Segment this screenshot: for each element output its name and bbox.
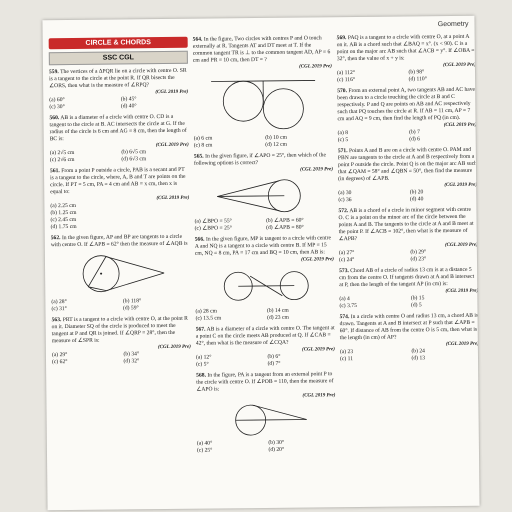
question-source: (CGL 2019 Pre) [299, 64, 332, 70]
question-text: In the figure, PA is a tangent from an external point P to the circle with centre O. If ∠POB = 110, then the measure of ∠APO is: [196, 371, 334, 393]
question-number: 563. [51, 317, 62, 324]
question-number: 564. [192, 36, 203, 43]
textbook-page [42, 16, 479, 510]
question-565 [194, 152, 334, 232]
tangent-pob-figure [216, 401, 316, 438]
question-source: (CGL 2019 Pre) [301, 257, 334, 263]
exam-chip: SSC CGL [49, 51, 188, 65]
question-number: 569. [336, 35, 347, 42]
option-b: (b) 29° [410, 249, 427, 256]
option-a: (a) 29° [51, 352, 68, 359]
options [339, 249, 478, 264]
option-b: (b) 14 cm [266, 307, 289, 314]
question-574 [340, 313, 480, 363]
option-d: (d) 40° [120, 103, 137, 110]
options [194, 134, 333, 149]
options [49, 96, 188, 111]
option-c: (c) 116° [337, 77, 356, 84]
option-a: (a) 2.25 cm [50, 202, 77, 210]
option-c: (c) 30° [49, 104, 65, 111]
question-text: Points A and B are on a circle with centre O. PAM and PBN are tangents to the circle at A and B respectively from a point P outside the circle. Point Q is on the major arc AB such that ∠QAM = 58° and ∠QBN = 50°, then find the measure (in degrees) of ∠APB. [337, 146, 478, 183]
option-b: (b) 15 [410, 295, 425, 302]
options [195, 217, 334, 232]
option-c: (c) 31° [51, 306, 67, 313]
question-text: In a circle with centre O and radius 13 cm, a chord AB is drawn. Tangents at A and B intersect at P such that ∠APB = 60°. If distance of AB from the centre O is 5 cm, then what is the length (in cm) of AP? [339, 312, 479, 342]
options [339, 295, 478, 310]
option-b: (b) 34° [123, 351, 140, 358]
option-d: (d) 59° [122, 305, 139, 312]
question-text: Chord AB of a circle of radius 13 cm is at a distance 5 cm from the centre O. If tangents drawn at A and B intersect at P, then the length of the tangent AP (in cm) is: [339, 266, 475, 289]
question-source: (CGL 2019 Pre) [445, 341, 479, 348]
option-c: (c) 24° [338, 257, 355, 264]
options [195, 307, 334, 322]
question-number: 571. [337, 148, 348, 155]
option-c: (c) 5 [337, 137, 349, 144]
option-a: (a) 2√5 cm [49, 149, 75, 157]
option-c: (c) 36 [338, 197, 352, 204]
question-570 [337, 87, 477, 144]
options [337, 69, 476, 84]
question-number: 566. [194, 236, 205, 243]
option-d: (d) 23 cm [267, 314, 289, 321]
option-c: (c) 13.5 cm [195, 315, 222, 322]
option-c: (c) 25° [196, 447, 213, 454]
running-head: Geometry [437, 20, 469, 29]
option-d: (d) ∠APB = 80° [266, 224, 304, 231]
question-562 [51, 234, 191, 313]
options [197, 439, 336, 454]
options [52, 351, 191, 366]
question-source: (CGL 2019 Pre) [302, 393, 336, 399]
option-c: (c) 62° [51, 359, 68, 366]
question-number: 559. [48, 69, 59, 76]
question-source: (CGL 2019 Pre) [156, 195, 190, 202]
option-b: (b) 20 [409, 189, 424, 196]
option-b: (b) 6° [267, 353, 281, 360]
question-564 [193, 35, 333, 149]
option-a: (a) 28 cm [195, 308, 217, 315]
question-source: (CGL 2019 Pre) [443, 122, 477, 129]
tangent-figure [65, 250, 175, 297]
option-c: (c) 8 cm [193, 142, 213, 149]
question-source: (CGL 2019 Pre) [157, 344, 191, 351]
option-a: (a) 4 [339, 296, 350, 303]
question-571 [338, 147, 478, 204]
question-source: (CGL 2019 Pre) [444, 242, 478, 249]
question-text: AB is a diameter of a circle with centre O. The tangent at a point C on the circle meets AB produced at Q. If ∠CAB = 42°, then what is the measure of ∠CQA? [195, 325, 335, 347]
option-d: (d) 5 [410, 302, 422, 309]
question-569 [337, 34, 477, 84]
option-b: (b) 98° [408, 69, 425, 76]
option-d: (d) 7° [267, 360, 281, 367]
option-c: (c) 2.45 cm [50, 216, 77, 224]
chapter-chip: CIRCLE & CHORDS [49, 37, 188, 49]
option-b: (b) 6√5 cm [121, 149, 147, 156]
option-a: (a) 28° [51, 299, 67, 306]
option-c: (c) ∠BPO = 25° [194, 225, 232, 232]
question-number: 572. [338, 208, 349, 215]
option-b: (b) 1.25 cm [50, 209, 77, 217]
options [50, 202, 189, 231]
question-566 [195, 235, 335, 322]
option-b: (b) 118° [122, 298, 142, 305]
option-d: (d) 110° [408, 76, 427, 83]
option-b: (b) 24 [411, 348, 425, 355]
option-d: (d) 6 [409, 136, 420, 143]
option-b: (b) 7 [409, 129, 420, 136]
options [196, 353, 335, 368]
two-circles-figure [203, 72, 324, 133]
column-2 [193, 35, 336, 458]
question-source: (CGL 2019 Pre) [444, 182, 478, 189]
option-a: (a) 12° [195, 354, 212, 361]
question-number: 568. [196, 372, 207, 379]
two-circle-tangents-figure [210, 265, 320, 306]
option-b: (b) 45° [120, 96, 137, 103]
question-text: In the given figure, MP is tangent to a circle with centre A and NQ is a tangent to a circle with centre B. If MP = 15 cm, NQ = 8 cm, PA = 17 cm and BQ = 10 cm, then AB is: [194, 235, 331, 257]
question-source: (CGL 2019 Pre) [445, 288, 479, 295]
question-number: 567. [195, 326, 206, 333]
question-number: 574. [339, 314, 350, 321]
question-number: 562. [50, 235, 61, 242]
option-a: (a) ∠BPO = 55° [194, 218, 232, 225]
option-b: (b) 30° [268, 439, 285, 446]
option-b: (b) 10 cm [265, 134, 287, 141]
question-number: 561. [49, 168, 60, 175]
question-573 [339, 267, 478, 310]
question-text: In the given figure, AP and BP are tangents to a circle with centre O. If ∠APB = 62° then the measure of ∠AQB is [50, 233, 188, 249]
options [51, 298, 190, 313]
option-d: (d) 1.75 cm [50, 223, 77, 231]
question-text: In the figure, Two circles with centres P and O touch externally at R. Tangents AT and DT meet at T. If the common tangent TR is ⊥ to the common tangent AD, AP = 6 cm and PR = 10 cm, then DT = ? [192, 35, 331, 64]
options [50, 149, 189, 164]
option-d: (d) 40 [409, 196, 424, 203]
question-number: 573. [339, 268, 349, 275]
question-number: 560. [49, 115, 60, 122]
question-572 [338, 207, 478, 264]
option-d: (d) 13 [411, 355, 426, 362]
question-560 [49, 114, 189, 164]
column-1 [49, 37, 191, 370]
question-text: PAQ is a tangent to a circle with centre O, at a point A on it. AB is a chord such that ∠BAQ = x°. (x < 90). C is a point on the major arc AB such that ∠ACB = y°. If ∠OBA = 32°, then the value of x + y is: [336, 33, 475, 63]
question-text: From a point P outside a circle, PAB is a secant and PT is a tangent to the circle, where, A, B and T are points on the circle. If PT = 5 cm, PA = 4 cm and AB = x cm, then x is equal to: [50, 166, 186, 196]
question-561 [50, 167, 190, 231]
question-number: 570. [337, 88, 348, 95]
tangents-angle-figure [209, 175, 319, 216]
options [340, 348, 479, 363]
option-a: (a) 6 cm [193, 135, 213, 142]
question-source: (CGL 2019 Pre) [155, 142, 189, 149]
question-text: AB is a chord of a circle in minor segment with centre O. C is a point on the minor arc of the circle between the points A and B. The tangents to the circle at A and B meet at the point P. If ∠ACB = 102°, then what is the measure of ∠APB? [338, 206, 474, 243]
question-text: PRT is a tangent to a circle with centre O, at the point R on it. Diameter SQ of the circle is produced to meet the tangent at P and QR is joined. If ∠QRP = 28°, then the measure of ∠SPR is: [51, 315, 188, 345]
column-3 [337, 34, 479, 367]
option-a: (a) 8 [337, 130, 349, 137]
option-d: (d) 20° [268, 446, 285, 453]
options [338, 189, 477, 204]
option-a: (a) 40° [196, 440, 213, 447]
question-568 [196, 371, 336, 454]
option-a: (a) 27° [338, 250, 355, 257]
option-a: (a) 23 [339, 349, 354, 356]
question-text: In the given figure, if ∠APO = 25°, then which of the following options is correct? [193, 152, 326, 167]
question-source: (CGL 2019 Pre) [155, 89, 189, 96]
option-d: (d) 6√3 cm [121, 156, 147, 163]
question-text: From an external point A, two tangents AB and AC have been drawn to a circle touching the circle at B and C respectively. P and Q are points on AB and AC respectively such that PQ touches the circle at R. If AB = 11 cm, AP = 7 cm and AQ = 9 cm, then find the length of PQ (in cm). [337, 86, 476, 123]
option-c: (c) 5° [196, 361, 209, 368]
question-number: 565. [193, 153, 204, 160]
option-c: (c) 11 [339, 356, 354, 363]
option-d: (d) 12 cm [265, 141, 288, 148]
question-563 [52, 316, 192, 366]
option-a: (a) 60° [49, 97, 65, 104]
question-559 [49, 68, 188, 111]
question-text: AB is a diameter of a circle with centre O. CD is a tangent to the circle at B. AC intersects the circle at G. If the radius of the circle is 6 cm and AG = 8 cm, then the length of BC is: [49, 113, 187, 143]
question-source: (CGL 2019 Pre) [443, 62, 476, 69]
option-a: (a) 30 [338, 190, 352, 197]
question-source: (CGL 2019 Pre) [302, 347, 335, 353]
option-d: (d) 23° [410, 256, 427, 263]
question-567 [196, 325, 335, 368]
option-b: (b) ∠APB = 60° [266, 217, 304, 224]
options [338, 129, 477, 144]
option-a: (a) 112° [336, 70, 356, 77]
option-c: (c) 2√6 cm [49, 156, 75, 164]
question-source: (CGL 2019 Pre) [300, 167, 334, 173]
option-c: (c) 3.75 [339, 302, 357, 310]
option-d: (d) 32° [123, 358, 140, 365]
question-text: The vertices of a ΔPQR lie on a circle with centre O. SR is a tangent to the circle at the point R. If QR bisects the ∠ORS, then what is the measure of ∠RPQ? [49, 67, 187, 90]
